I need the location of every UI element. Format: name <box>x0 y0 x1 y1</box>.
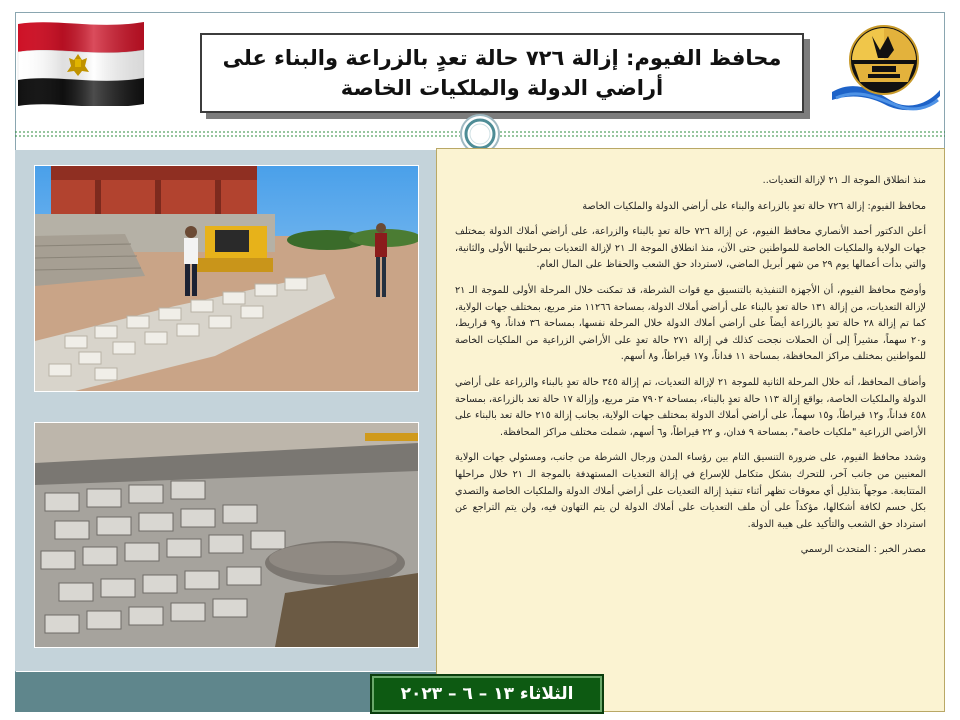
article-source: مصدر الخبر : المتحدث الرسمي <box>800 544 926 556</box>
title-box <box>200 33 804 113</box>
article-paragraph: وأوضح محافظ الفيوم، أن الأجهزة التنفيذية بالتنسيق مع قوات الشرطة، قد تمكنت خلال المرحلة الأولى للموجة الـ ٢١ لإزالة التعديات، من إزالة ١٣١ حالة تعدٍ بالبناء على أراضي أملاك الدولة، بمساحة ١١٢٦٦ متر مربع، بمختلف جهات الولاية، كما تم إزالة ٢٨ حالة تعدٍ بالزراعة أيضاً على أراضي أملاك الدولة خلال المرحلة نفسها، بمساحة ٣٦ فداناً، و٩ قراريط، و٢٠ سهماً، مشيراً إلى أن الحملات نجحت كذلك في إزالة ٢٧١ حالة تعدٍ على الأراضي الزراعية من الملكيات الخاصة للمواطنين بمختلف مراكز المحافظة، بمساحة ١١ فداناً، و١٧ قيراطاً، و٨ أسهم. <box>455 284 926 363</box>
article-body <box>436 148 945 712</box>
fayoum-governorate-logo <box>828 14 944 112</box>
egypt-flag-icon <box>16 18 146 106</box>
article-paragraph: أعلن الدكتور أحمد الأنصاري محافظ الفيوم، عن إزالة ٧٢٦ حالة تعدٍ بالبناء والزراعة، على أراضي أملاك الدولة بمختلف جهات الولاية والملكيات الخاصة للمواطنين حتى الآن، منذ انطلاق الموجة الـ ٢١ لإزالة التعديات بمرحلتيها الأولى والثانية، والتي بدأت أعمالها يوم ٢٩ من شهر أبريل الماضي، لاسترداد حق الشعب والحفاظ على المال العام. <box>455 226 926 271</box>
date-box <box>372 676 602 712</box>
page-title: محافظ الفيوم: إزالة ٧٢٦ حالة تعدٍ بالزراعة والبناء على أراضي الدولة والملكيات الخاصة <box>222 46 782 100</box>
article-intro: منذ انطلاق الموجة الـ ٢١ لإزالة التعديات.. <box>762 175 926 186</box>
article-paragraph: وأضاف المحافظ، أنه خلال المرحلة الثانية للموجة ٢١ لإزالة التعديات، تم إزالة ٣٤٥ حالة تعدٍ بالبناء والزراعة على أراضي الدولة والملكيات الخاصة، بواقع إزالة ١١٣ حالة تعدٍ بالبناء، بمساحة ٧٩٠٢ متر مربع، وإزالة ١٧ حالة تعد بالزراعة، بمساحة ٤٥٨ فداناً، و١٢ قيراطاً، و١٥ سهماً، على أراضي أملاك الدولة بمختلف جهات الولاية، بجانب إزالة ٢١٥ حالة تعد بالبناء على الأراضي الزراعية "ملكيات خاصة"، بمساحة ٩ فدان، و ٢٢ قيراطاً، و٦ أسهم، شملت مختلف مراكز المحافظة. <box>455 376 927 438</box>
article-paragraph: وشدد محافظ الفيوم، على ضرورة التنسيق التام بين رؤساء المدن ورجال الشرطة من جانب، ومسئولي جهات الولاية المعنيين من جانب آخر، للتحرك بشكل متكامل للإسراع في إزالة التعديات المستهدفة بالموجة الـ ٢١ خلال مراحلها المتتابعة. موجهاً بتذليل أي معوقات تظهر أثناء تنفيذ إزالة التعديات على أراضي أملاك الدولة والملكيات الخاصة والتصدي بكل حسم لكافة أشكالها، مؤكداً على أن ملف التعديات على أملاك الدولة لن يتم التهاون فيه، ولن يتم التراجع عن استرداد حق الشعب والتأكيد على هيبة الدولة. <box>455 452 926 530</box>
article-headline: محافظ الفيوم: إزالة ٧٢٦ حالة تعدٍ بالزراعة والبناء على أراضي الدولة والملكيات الخاصة <box>582 200 926 212</box>
demolition-photo-1 <box>34 165 419 392</box>
publish-date: الثلاثاء ١٣ – ٦ – ٢٠٢٣ <box>400 684 574 704</box>
demolition-photo-2 <box>34 422 419 648</box>
